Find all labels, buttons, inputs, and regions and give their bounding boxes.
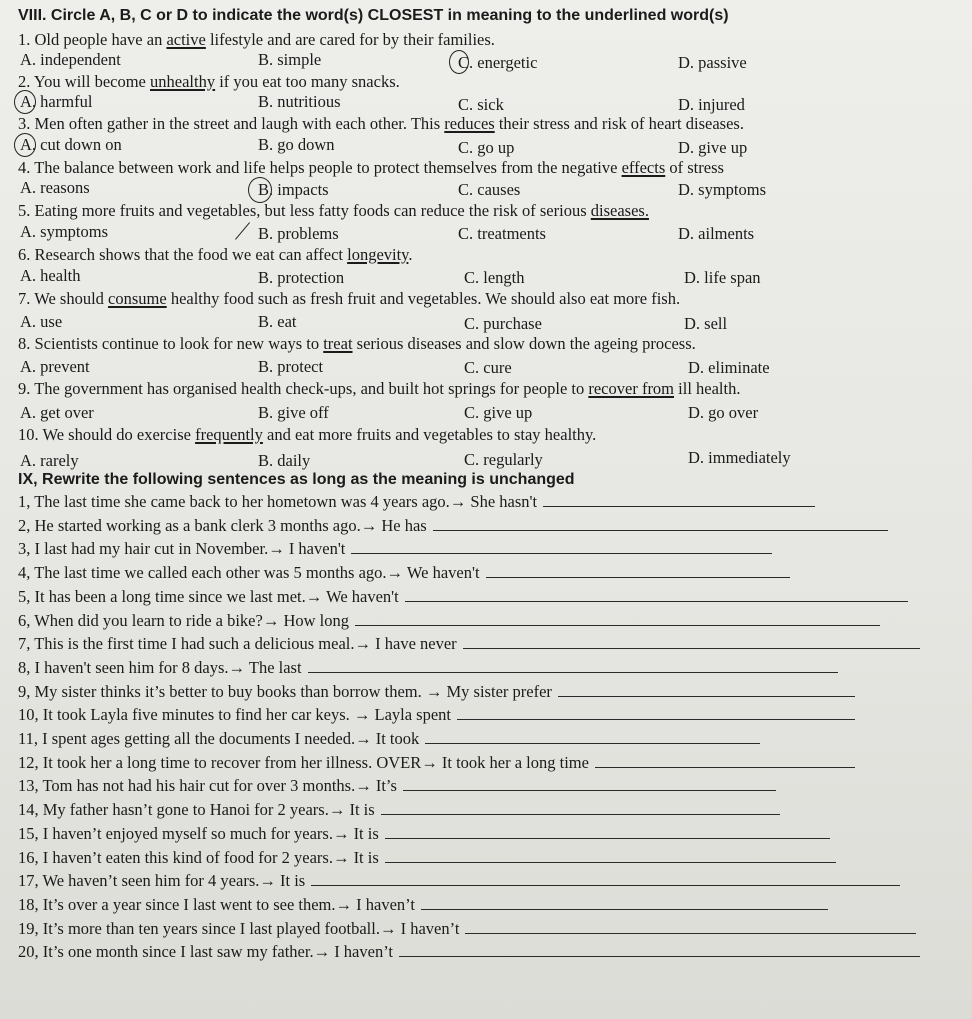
q6-option-b[interactable]: B. protection (258, 268, 345, 287)
rewrite-item-text: 19, It’s more than ten years since I last played football.→ I haven’t (18, 919, 460, 938)
q2-option-d[interactable]: D. injured (678, 95, 745, 114)
rewrite-item-16 (18, 848, 836, 868)
rewrite-item-10 (18, 705, 855, 725)
rewrite-item-text: 5, It has been a long time since we last met.→ We haven't (18, 587, 399, 606)
question-7: 7. We should consume healthy food such as fresh fruit and vegetables. We should also eat more fish. (18, 289, 681, 308)
rewrite-item-4 (18, 563, 790, 583)
q3-option-a[interactable]: A. cut down on (20, 135, 122, 154)
q7-option-b[interactable]: B. eat (258, 312, 297, 331)
question-10: 10. We should do exercise frequently and eat more fruits and vegetables to stay healthy. (18, 425, 597, 444)
q10-option-d[interactable]: D. immediately (688, 448, 791, 467)
q6-option-d[interactable]: D. life span (684, 268, 761, 287)
q2-option-c[interactable]: C. sick (458, 95, 504, 114)
question-3: 3. Men often gather in the street and laugh with each other. This reduces their stress and risk of heart diseases. (18, 114, 744, 133)
rewrite-item-2 (18, 516, 888, 536)
rewrite-item-text: 17, We haven’t seen him for 4 years.→ It is (18, 871, 306, 890)
answer-blank[interactable] (421, 895, 828, 910)
rewrite-item-text: 4, The last time we called each other was 5 months ago.→ We haven't (18, 563, 480, 582)
q8-option-c[interactable]: C. cure (464, 358, 512, 377)
rewrite-item-text: 11, I spent ages getting all the documents I needed.→ It took (18, 729, 420, 748)
q6-option-a[interactable]: A. health (20, 266, 81, 285)
rewrite-item-9 (18, 682, 855, 702)
q7-option-a[interactable]: A. use (20, 312, 63, 331)
q4-option-c[interactable]: C. causes (458, 180, 521, 199)
q6-option-c[interactable]: C. length (464, 268, 525, 287)
rewrite-item-5 (18, 587, 908, 607)
answer-blank[interactable] (465, 919, 916, 934)
q2-option-a[interactable]: A. harmful (20, 92, 93, 111)
q3-option-d[interactable]: D. give up (678, 138, 748, 157)
rewrite-item-17 (18, 871, 900, 891)
q2-option-b[interactable]: B. nutritious (258, 92, 341, 111)
rewrite-item-text: 18, It’s over a year since I last went to see them.→ I haven’t (18, 895, 415, 914)
answer-circle-q2 (14, 90, 36, 114)
q1-option-a[interactable]: A. independent (20, 50, 121, 69)
question-6: 6. Research shows that the food we eat can affect longevity. (18, 245, 413, 264)
answer-mark-q5 (235, 222, 250, 239)
answer-blank[interactable] (433, 516, 888, 531)
q8-option-a[interactable]: A. prevent (20, 357, 90, 376)
answer-blank[interactable] (405, 587, 908, 602)
q7-option-d[interactable]: D. sell (684, 314, 728, 333)
q9-option-b[interactable]: B. give off (258, 403, 329, 422)
rewrite-item-text: 1, The last time she came back to her hometown was 4 years ago.→ She hasn't (18, 492, 538, 511)
answer-blank[interactable] (403, 776, 776, 791)
question-2: 2. You will become unhealthy if you eat too many snacks. (18, 72, 400, 91)
rewrite-item-13 (18, 776, 776, 796)
question-9: 9. The government has organised health check-ups, and built hot springs for people to recover from ill health. (18, 379, 741, 398)
q1-option-d[interactable]: D. passive (678, 53, 747, 72)
answer-blank[interactable] (558, 682, 855, 697)
answer-circle-q4 (248, 177, 272, 203)
q10-option-b[interactable]: B. daily (258, 451, 311, 470)
q5-option-a[interactable]: A. symptoms (20, 222, 109, 241)
rewrite-item-12 (18, 753, 855, 773)
rewrite-item-text: 6, When did you learn to ride a bike?→ How long (18, 611, 349, 630)
rewrite-item-text: 13, Tom has not had his hair cut for over 3 months.→ It’s (18, 776, 397, 795)
q5-option-b[interactable]: B. problems (258, 224, 339, 243)
q9-option-c[interactable]: C. give up (464, 403, 533, 422)
q1-option-c[interactable]: C. energetic (458, 53, 538, 72)
answer-circle-q3 (14, 133, 36, 157)
section-9-title: IX, Rewrite the following sentences as long as the meaning is unchanged (18, 471, 575, 488)
rewrite-item-text: 7, This is the first time I had such a delicious meal.→ I have never (18, 634, 457, 653)
question-8: 8. Scientists continue to look for new ways to treat serious diseases and slow down the ageing process. (18, 334, 696, 353)
answer-blank[interactable] (351, 539, 772, 554)
q8-option-d[interactable]: D. eliminate (688, 358, 770, 377)
answer-blank[interactable] (457, 705, 855, 720)
q4-option-a[interactable]: A. reasons (20, 178, 90, 197)
rewrite-item-text: 12, It took her a long time to recover from her illness. OVER→ It took her a long time (18, 753, 589, 772)
rewrite-item-19 (18, 919, 916, 939)
rewrite-item-text: 20, It’s one month since I last saw my father.→ I haven’t (18, 942, 393, 961)
section-8-title: VIII. Circle A, B, C or D to indicate the word(s) CLOSEST in meaning to the underlined word(s) (18, 7, 729, 24)
rewrite-item-text: 9, My sister thinks it’s better to buy books than borrow them. → My sister prefer (18, 682, 552, 701)
q7-option-c[interactable]: C. purchase (464, 314, 542, 333)
rewrite-item-8 (18, 658, 838, 678)
q5-option-d[interactable]: D. ailments (678, 224, 755, 243)
answer-blank[interactable] (385, 848, 836, 863)
rewrite-item-text: 16, I haven’t eaten this kind of food for 2 years.→ It is (18, 848, 379, 867)
q10-option-a[interactable]: A. rarely (20, 451, 79, 470)
answer-blank[interactable] (381, 800, 780, 815)
rewrite-item-6 (18, 611, 880, 631)
question-4: 4. The balance between work and life helps people to protect themselves from the negative effects of stress (18, 158, 724, 177)
q9-option-a[interactable]: A. get over (20, 403, 94, 422)
q9-option-d[interactable]: D. go over (688, 403, 759, 422)
rewrite-item-3 (18, 539, 772, 559)
rewrite-item-7 (18, 634, 920, 654)
q5-option-c[interactable]: C. treatments (458, 224, 546, 243)
rewrite-item-15 (18, 824, 830, 844)
rewrite-item-14 (18, 800, 780, 820)
rewrite-item-text: 10, It took Layla five minutes to find her car keys. → Layla spent (18, 705, 452, 724)
rewrite-item-text: 2, He started working as a bank clerk 3 months ago.→ He has (18, 516, 427, 535)
q4-option-d[interactable]: D. symptoms (678, 180, 767, 199)
q8-option-b[interactable]: B. protect (258, 357, 324, 376)
answer-blank[interactable] (463, 634, 920, 649)
q3-option-b[interactable]: B. go down (258, 135, 335, 154)
q3-option-c[interactable]: C. go up (458, 138, 515, 157)
answer-blank[interactable] (486, 563, 790, 578)
answer-blank[interactable] (425, 729, 760, 744)
answer-blank[interactable] (355, 611, 880, 626)
answer-blank[interactable] (308, 658, 838, 673)
q4-option-b[interactable]: B. impacts (258, 180, 329, 199)
rewrite-item-text: 14, My father hasn’t gone to Hanoi for 2 years.→ It is (18, 800, 375, 819)
rewrite-item-text: 8, I haven't seen him for 8 days.→ The last (18, 658, 302, 677)
rewrite-item-text: 3, I last had my hair cut in November.→ I haven't (18, 539, 346, 558)
answer-blank[interactable] (595, 753, 855, 768)
answer-circle-q1 (449, 50, 469, 74)
rewrite-item-1 (18, 492, 815, 512)
question-1: 1. Old people have an active lifestyle and are cared for by their families. (18, 30, 495, 49)
q10-option-c[interactable]: C. regularly (464, 450, 543, 469)
rewrite-item-11 (18, 729, 760, 749)
rewrite-item-18 (18, 895, 828, 915)
answer-blank[interactable] (311, 871, 900, 886)
question-5: 5. Eating more fruits and vegetables, but less fatty foods can reduce the risk of serious diseases. (18, 201, 649, 220)
answer-blank[interactable] (543, 492, 815, 507)
q1-option-b[interactable]: B. simple (258, 50, 322, 69)
answer-blank[interactable] (385, 824, 830, 839)
rewrite-item-text: 15, I haven’t enjoyed myself so much for years.→ It is (18, 824, 379, 843)
rewrite-item-20 (18, 942, 920, 962)
answer-blank[interactable] (399, 942, 920, 957)
